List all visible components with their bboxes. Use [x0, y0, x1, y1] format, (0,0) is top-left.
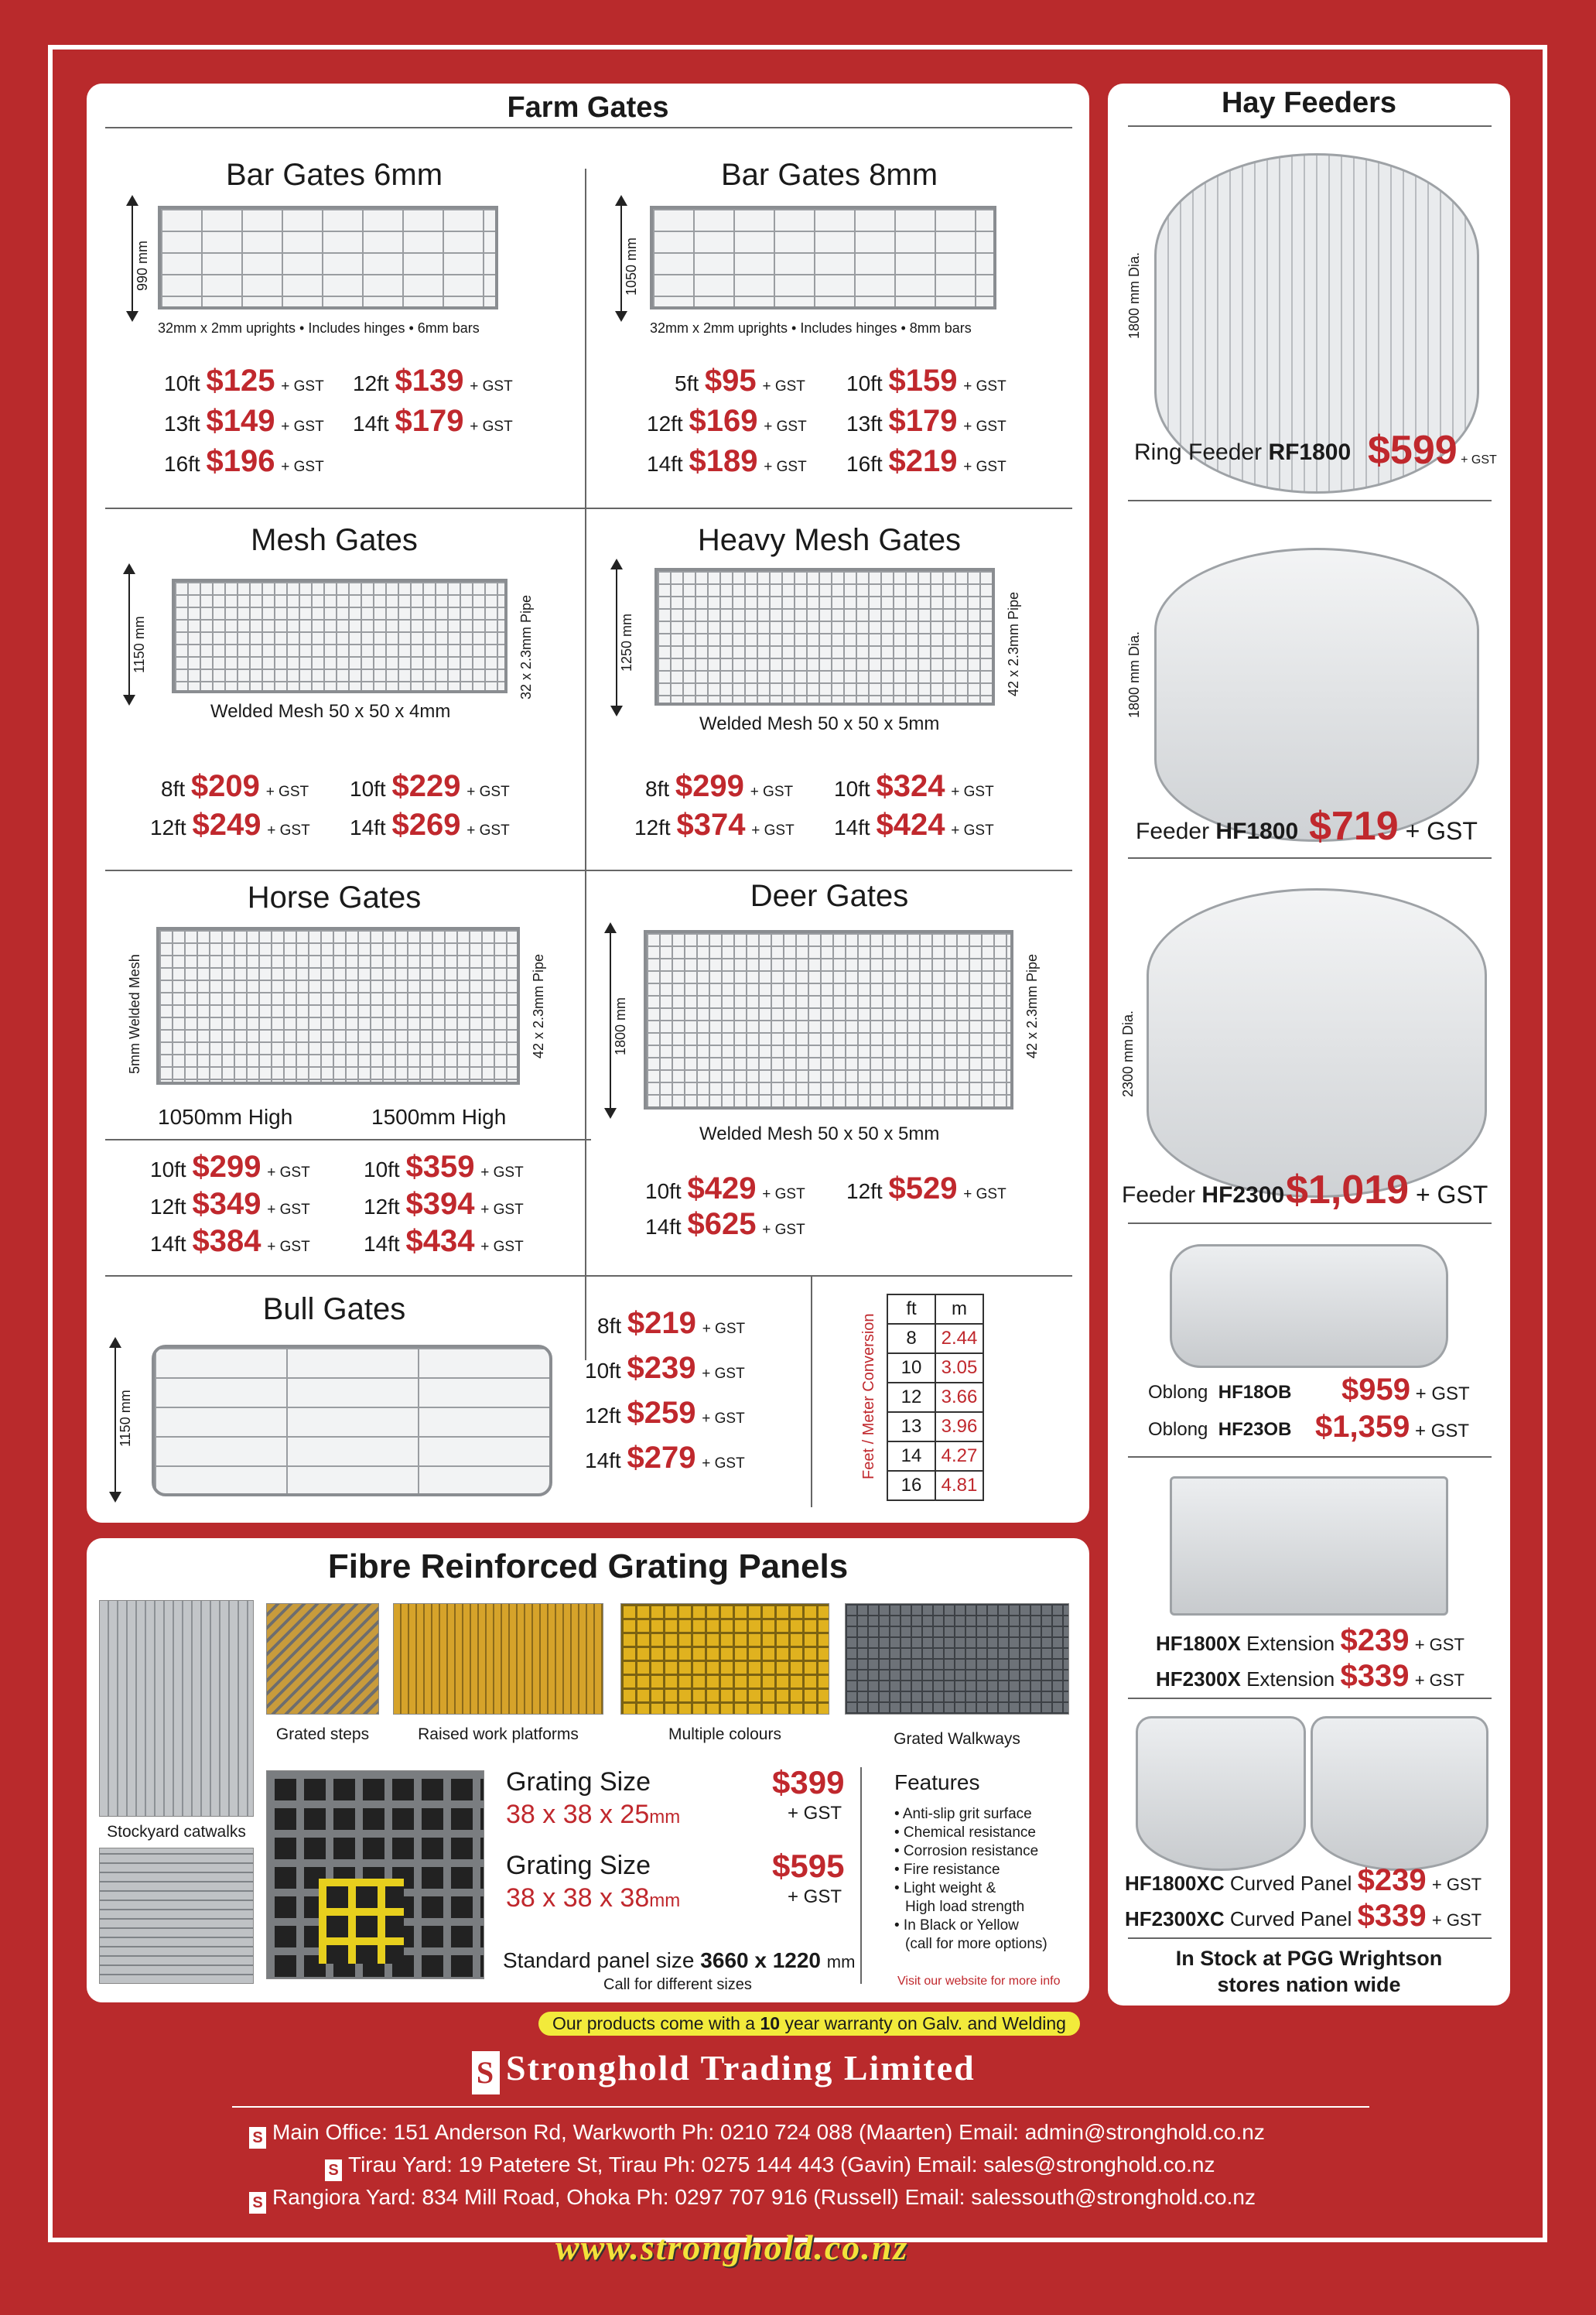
bar6-price-12: 12ft $139 + GST: [353, 364, 513, 398]
mesh-pipe: 32 x 2.3mm Pipe: [518, 594, 534, 699]
horse-side: 5mm Welded Mesh: [127, 954, 142, 1074]
horse-pipe: 42 x 2.3mm Pipe: [531, 953, 546, 1058]
curved-1: HF1800XC Curved Panel $239 + GST: [1125, 1863, 1482, 1897]
rf-label: Ring Feeder RF1800: [1134, 439, 1352, 465]
stockyard-steps-photo: [99, 1848, 254, 1984]
grating-price-2: $595: [772, 1848, 845, 1884]
heavy-pipe: 42 x 2.3mm Pipe: [1006, 591, 1021, 696]
bar8-spec: 32mm x 2mm uprights • Includes hinges • 8mm bars: [650, 320, 972, 336]
bar6-price-13: 13ft $149 + GST: [164, 404, 324, 438]
standard-size: Standard panel size 3660 x 1220 mm: [503, 1948, 856, 1972]
oblong-2-price: $1,359 + GST: [1315, 1410, 1470, 1444]
heavy-height: 1250 mm: [619, 613, 634, 672]
grating-closeup-yellow: [319, 1879, 404, 1964]
grating-title: Fibre Reinforced Grating Panels: [327, 1547, 849, 1585]
mesh-gate-image: [172, 579, 508, 693]
feature-6: High load strength: [905, 1899, 1025, 1915]
heavy-gate-image: [654, 568, 995, 706]
deer-price-10: 10ft $429 + GST: [645, 1171, 805, 1205]
bull-title: Bull Gates: [262, 1292, 406, 1326]
feature-2: • Chemical resistance: [894, 1824, 1036, 1841]
deer-price-14: 14ft $625 + GST: [645, 1207, 805, 1241]
bar8-price-13: 13ft $179 + GST: [846, 404, 1006, 438]
deer-pipe: 42 x 2.3mm Pipe: [1024, 953, 1040, 1058]
bull-price-10: 10ft $239 + GST: [585, 1351, 745, 1385]
mesh-spec: Welded Mesh 50 x 50 x 4mm: [210, 701, 451, 722]
feature-5: • Light weight &: [894, 1880, 996, 1896]
grating-gst-2: + GST: [788, 1886, 842, 1907]
horse-title: Horse Gates: [247, 881, 422, 915]
ext-2: HF2300X Extension $339 + GST: [1156, 1659, 1464, 1693]
stock-line-1: In Stock at PGG Wrightson: [1175, 1947, 1443, 1970]
oblong-1-label: Oblong HF18OB: [1148, 1382, 1292, 1403]
footer-line-2: S Tirau Yard: 19 Patetere St, Tirau Ph: 0275 144 443 (Gavin) Email: sales@stronghold.co.nz: [325, 2153, 1215, 2181]
call-sizes: Call for different sizes: [603, 1976, 752, 1993]
oblong-2-label: Oblong HF23OB: [1148, 1419, 1292, 1440]
bar6-price-10: 10ft $125 + GST: [164, 364, 324, 398]
horse-price-6: 14ft $434 + GST: [364, 1224, 524, 1258]
footer-line-1: S Main Office: 151 Anderson Rd, Warkworth Ph: 0210 724 088 (Maarten) Email: admin@stronghold.co.nz: [249, 2120, 1265, 2149]
grating-size-2-label: Grating Size: [506, 1851, 651, 1880]
bar8-gate-image: [650, 206, 996, 309]
extension-image: [1170, 1476, 1448, 1616]
mesh-price-8: 8ft $209 + GST: [161, 769, 309, 803]
bar6-price-14: 14ft $179 + GST: [353, 404, 513, 438]
deer-spec: Welded Mesh 50 x 50 x 5mm: [699, 1123, 940, 1144]
curved-2: HF2300XC Curved Panel $339 + GST: [1125, 1899, 1482, 1933]
bar6-height: 990 mm: [135, 240, 150, 291]
caption-walkways: Grated Walkways: [894, 1730, 1020, 1748]
bull-height: 1150 mm: [118, 1390, 133, 1447]
caption-steps: Grated steps: [275, 1725, 370, 1743]
bar6-spec: 32mm x 2mm uprights • Includes hinges • 6mm bars: [158, 320, 480, 336]
stockyard-catwalk-photo: [99, 1600, 254, 1817]
hf1800-dia: 1800 mm Dia.: [1126, 631, 1142, 718]
grating-price-1: $399: [772, 1764, 845, 1800]
horse-price-5: 14ft $384 + GST: [150, 1224, 310, 1258]
bar8-price-16: 16ft $219 + GST: [846, 444, 1006, 478]
heavy-title: Heavy Mesh Gates: [697, 523, 962, 557]
mesh-price-10: 10ft $229 + GST: [350, 769, 510, 803]
heavy-price-14: 14ft $424 + GST: [834, 808, 994, 842]
grating-size-1-label: Grating Size: [506, 1767, 651, 1797]
bull-price-14: 14ft $279 + GST: [585, 1441, 745, 1475]
stock-line-2: stores nation wide: [1217, 1973, 1401, 1996]
grated-steps-photo: [266, 1603, 379, 1715]
ext-1: HF1800X Extension $239 + GST: [1156, 1623, 1464, 1657]
caption-colours: Multiple colours: [668, 1725, 781, 1743]
feature-4: • Fire resistance: [894, 1862, 1000, 1878]
hf2300-price: $1,019 + GST: [1286, 1168, 1488, 1212]
bar8-price-10: 10ft $159 + GST: [846, 364, 1006, 398]
website-link[interactable]: www.stronghold.co.nz: [555, 2228, 909, 2267]
visit-website: Visit our website for more info: [897, 1975, 1061, 1988]
bar8-price-14: 14ft $189 + GST: [647, 444, 807, 478]
conversion-label: Feet / Meter Conversion: [860, 1313, 877, 1479]
deer-price-12: 12ft $529 + GST: [846, 1171, 1006, 1205]
horse-h2: 1500mm High: [371, 1105, 507, 1129]
heavy-price-8: 8ft $299 + GST: [645, 769, 794, 803]
farm-gates-title: Farm Gates: [507, 91, 669, 124]
bar6-title: Bar Gates 6mm: [225, 158, 443, 192]
hf2300-image: [1147, 888, 1487, 1198]
caption-platforms: Raised work platforms: [418, 1725, 579, 1743]
bar6-gate-image: [158, 206, 498, 309]
deer-title: Deer Gates: [750, 879, 909, 913]
caption-stockyard: Stockyard catwalks: [107, 1823, 246, 1841]
bar8-height: 1050 mm: [624, 237, 639, 296]
multiple-colours-photo: [620, 1603, 829, 1715]
feature-7: • In Black or Yellow: [894, 1917, 1019, 1934]
farm-gates-panel: [87, 84, 1089, 1523]
mesh-price-14: 14ft $269 + GST: [350, 808, 510, 842]
oblong-1-price: $959 + GST: [1341, 1373, 1470, 1407]
horse-gate-image: [156, 927, 520, 1085]
grated-walkways-photo: [845, 1603, 1069, 1715]
hay-feeders-panel: [1108, 84, 1510, 2006]
conversion-table: ft m 8 2.44 10 3.05 12 3.66 13 3.96 14 4.27 16 4.81: [887, 1294, 984, 1501]
grating-panel: [87, 1538, 1089, 2002]
hf1800-label: Feeder HF1800: [1136, 819, 1299, 844]
hay-title: Hay Feeders: [1221, 87, 1396, 119]
bar8-title: Bar Gates 8mm: [720, 158, 938, 192]
horse-price-3: 12ft $349 + GST: [150, 1187, 310, 1221]
hf1800-image: [1154, 548, 1479, 842]
bull-price-12: 12ft $259 + GST: [585, 1396, 745, 1430]
horse-price-4: 12ft $394 + GST: [364, 1187, 524, 1221]
grating-size-1: 38 x 38 x 25mm: [506, 1800, 681, 1829]
feature-8: (call for more options): [905, 1936, 1047, 1952]
footer-line-3: S Rangiora Yard: 834 Mill Road, Ohoka Ph: 0297 707 916 (Russell) Email: salessouth@stronghold.co.nz: [249, 2185, 1256, 2214]
company-logo: S Stronghold Trading Limited: [472, 2047, 976, 2094]
heavy-price-10: 10ft $324 + GST: [834, 769, 994, 803]
warranty-badge: Our products come with a 10 year warranty on Galv. and Welding: [538, 2012, 1080, 2036]
heavy-price-12: 12ft $374 + GST: [634, 808, 795, 842]
bar8-price-5: 5ft $95 + GST: [675, 364, 805, 398]
bull-price-8: 8ft $219 + GST: [597, 1306, 746, 1340]
horse-h1: 1050mm High: [158, 1105, 293, 1129]
grating-size-2: 38 x 38 x 38mm: [506, 1883, 681, 1913]
bull-gate-image: [152, 1345, 552, 1496]
features-title: Features: [894, 1770, 980, 1794]
mesh-price-12: 12ft $249 + GST: [150, 808, 310, 842]
raised-platform-photo: [393, 1603, 603, 1715]
hf1800-price: $719 + GST: [1309, 804, 1478, 849]
rf-price: $599 + GST: [1368, 428, 1497, 473]
horse-price-1: 10ft $299 + GST: [150, 1150, 310, 1184]
mesh-height: 1150 mm: [132, 616, 147, 673]
hf2300-dia: 2300 mm Dia.: [1120, 1010, 1136, 1097]
deer-height: 1800 mm: [613, 997, 628, 1055]
curved-panel-1-image: [1136, 1716, 1306, 1871]
bar8-price-12: 12ft $169 + GST: [647, 404, 807, 438]
mesh-title: Mesh Gates: [251, 523, 418, 557]
horse-price-2: 10ft $359 + GST: [364, 1150, 524, 1184]
feature-3: • Corrosion resistance: [894, 1843, 1039, 1859]
grating-gst-1: + GST: [788, 1803, 842, 1824]
oblong-image: [1170, 1244, 1448, 1368]
rf-dia: 1800 mm Dia.: [1126, 251, 1142, 339]
hf2300-label: Feeder HF2300: [1122, 1182, 1285, 1208]
bar6-price-16: 16ft $196 + GST: [164, 444, 324, 478]
deer-gate-image: [644, 930, 1013, 1110]
heavy-spec: Welded Mesh 50 x 50 x 5mm: [699, 713, 940, 734]
curved-panel-2-image: [1311, 1716, 1488, 1871]
feature-1: • Anti-slip grit surface: [894, 1806, 1032, 1822]
